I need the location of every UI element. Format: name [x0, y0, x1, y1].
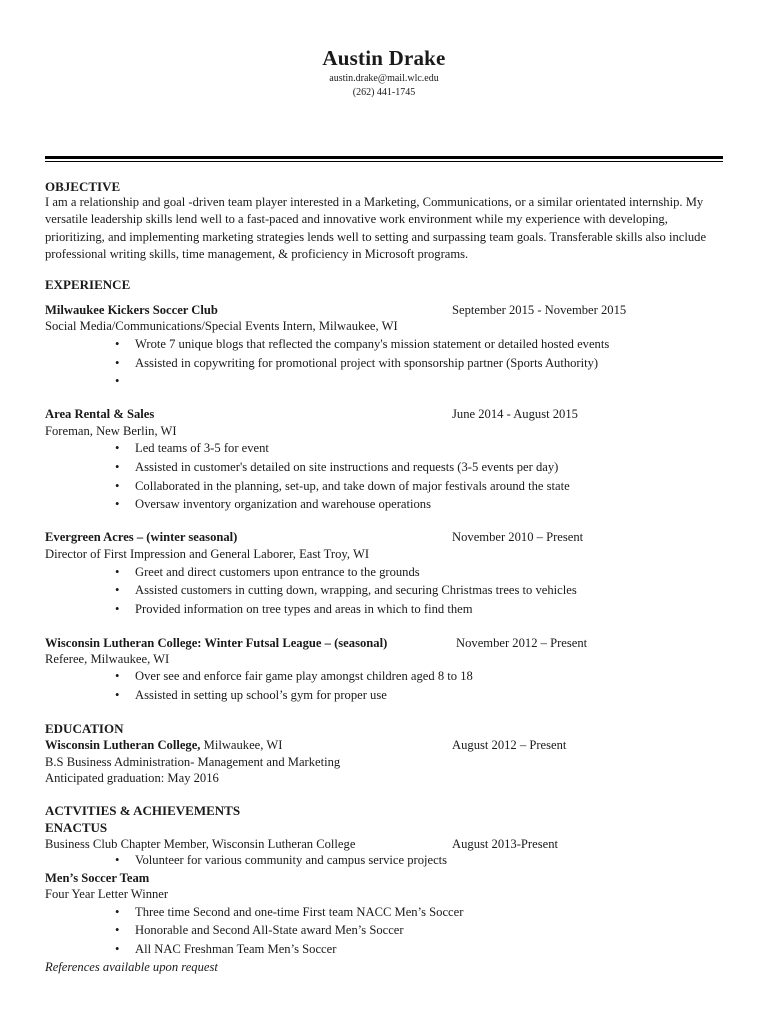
experience-heading: EXPERIENCE	[45, 277, 131, 292]
education-graduation: Anticipated graduation: May 2016	[45, 771, 219, 785]
bullet-glyph: •	[115, 565, 120, 579]
list-item-text: Assisted in setting up school’s gym for proper use	[135, 688, 387, 702]
bullet-glyph: •	[115, 853, 120, 867]
objective-heading: OBJECTIVE	[45, 179, 121, 194]
list-item-text: Honorable and Second All-State award Men’s Soccer	[135, 923, 404, 937]
soccer-subtitle: Four Year Letter Winner	[45, 887, 169, 901]
job-role: Foreman, New Berlin, WI	[45, 424, 177, 438]
job-org: Wisconsin Lutheran College: Winter Futsal League – (seasonal)	[45, 636, 388, 650]
job-role: Social Media/Communications/Special Events Intern, Milwaukee, WI	[45, 319, 398, 333]
education-school-line	[45, 738, 282, 753]
job-dates: November 2012 – Present	[456, 636, 588, 650]
list-item-text: All NAC Freshman Team Men’s Soccer	[135, 942, 337, 956]
job-org: Evergreen Acres – (winter seasonal)	[45, 530, 238, 544]
resume-name: Austin Drake	[322, 46, 446, 70]
bullet-glyph: •	[115, 460, 120, 474]
job-org: Area Rental & Sales	[45, 407, 155, 421]
bullet-glyph: •	[115, 479, 120, 493]
job-dates: September 2015 - November 2015	[452, 303, 627, 317]
bullet-glyph: •	[115, 688, 120, 702]
contact-phone: (262) 441-1745	[352, 87, 416, 98]
contact-email: austin.drake@mail.wlc.edu	[329, 73, 439, 84]
job-role: Referee, Milwaukee, WI	[45, 652, 170, 666]
objective-text: I am a relationship and goal -driven team player interested in a Marketing, Communications, or a similar orientated internship. My versatile leadership skills lend well to a fast-paced and innovative work environment while my experience with developing, prioritizing, and implementing marketing strategies lends well to setting and surpassing team goals. Transferable skills also include professional writing skills, time management, & proficiency in Microsoft programs.	[45, 195, 707, 262]
bullet-glyph: •	[115, 669, 120, 683]
list-item-text: Over see and enforce fair game play amongst children aged 8 to 18	[135, 669, 473, 683]
list-item-text: Assisted customers in cutting down, wrapping, and securing Christmas trees to vehicles	[135, 583, 577, 597]
list-item-text: Assisted in customer's detailed on site instructions and requests (3-5 events per day)	[135, 460, 559, 474]
education-degree: B.S Business Administration- Management and Marketing	[45, 755, 341, 769]
school-location: Milwaukee, WI	[200, 738, 283, 752]
education-heading: EDUCATION	[45, 721, 124, 736]
list-item-text: Assisted in copywriting for promotional project with sponsorship partner (Sports Authority)	[135, 356, 599, 370]
list-item-text: Volunteer for various community and campus service projects	[135, 853, 448, 867]
list-item-text: Provided information on tree types and areas in which to find them	[135, 602, 473, 616]
bullet-glyph: •	[115, 337, 120, 351]
bullet-glyph: •	[115, 356, 120, 370]
list-item-text: Three time Second and one-time First team NACC Men’s Soccer	[135, 905, 464, 919]
list-item-text: Collaborated in the planning, set-up, and take down of major festivals around the state	[135, 479, 570, 493]
bullet-glyph: •	[115, 905, 120, 919]
list-item-text: Wrote 7 unique blogs that reflected the company's mission statement or detailed hosted events	[135, 337, 610, 351]
bullet-glyph: •	[115, 602, 120, 616]
header-divider-thin	[45, 161, 723, 162]
job-org: Milwaukee Kickers Soccer Club	[45, 303, 218, 317]
bullet-glyph: •	[115, 374, 120, 388]
list-item-text: Oversaw inventory organization and warehouse operations	[135, 497, 431, 511]
references-note: References available upon request	[45, 960, 218, 974]
job-dates: November 2010 – Present	[452, 530, 584, 544]
job-role: Director of First Impression and General Laborer, East Troy, WI	[45, 547, 370, 561]
list-item-text: Led teams of 3-5 for event	[135, 441, 269, 455]
list-item-text: Greet and direct customers upon entrance to the grounds	[135, 565, 420, 579]
school-name: Wisconsin Lutheran College,	[45, 738, 201, 752]
bullet-glyph: •	[115, 923, 120, 937]
enactus-dates: August 2013-Present	[452, 837, 558, 851]
bullet-glyph: •	[115, 497, 120, 511]
job-dates: June 2014 - August 2015	[452, 407, 578, 421]
enactus-title: ENACTUS	[45, 820, 108, 835]
activities-heading: ACTVITIES & ACHIEVEMENTS	[45, 803, 241, 818]
header-divider-thick	[45, 156, 723, 159]
bullet-glyph: •	[115, 441, 120, 455]
enactus-role: Business Club Chapter Member, Wisconsin Lutheran College	[45, 837, 356, 851]
bullet-glyph: •	[115, 583, 120, 597]
soccer-title: Men’s Soccer Team	[45, 871, 150, 885]
education-dates: August 2012 – Present	[452, 738, 567, 752]
bullet-glyph: •	[115, 942, 120, 956]
